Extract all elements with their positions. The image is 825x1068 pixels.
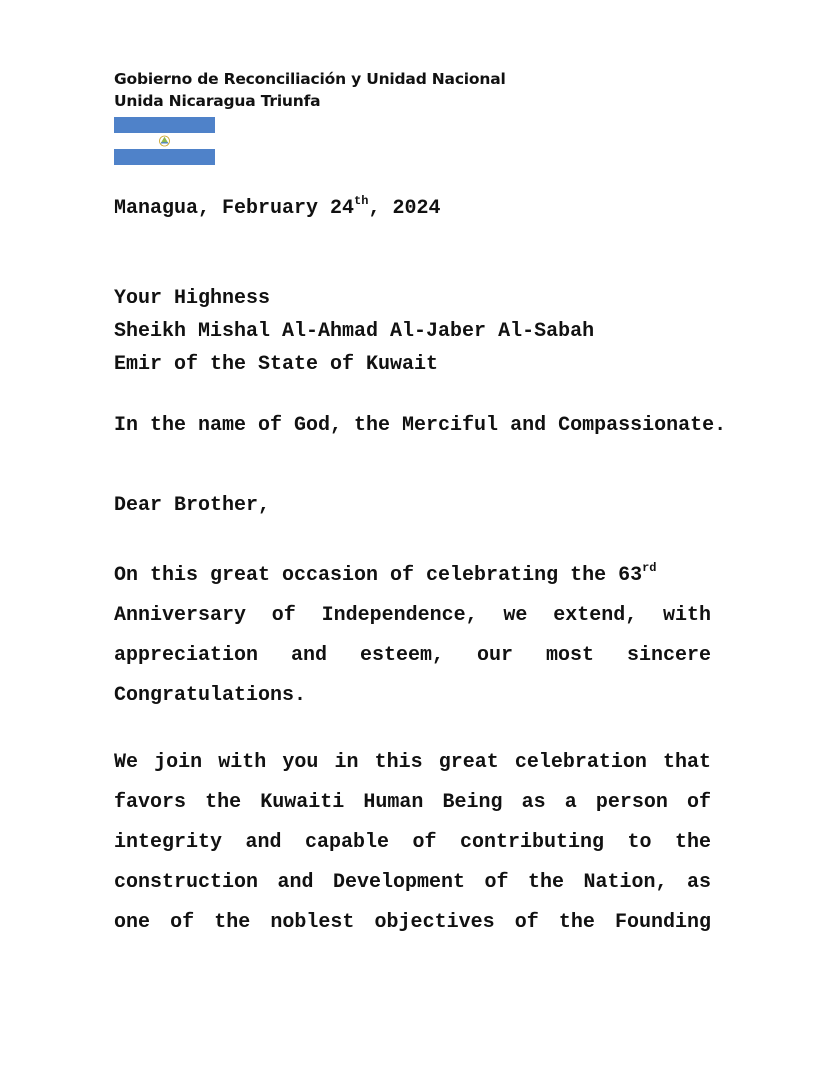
paragraph-line: appreciation and esteem, our most sincere <box>114 644 711 667</box>
letterhead-government-name: Gobierno de Reconciliación y Unidad Nacional <box>114 70 506 88</box>
date-ordinal-suffix: th <box>354 194 369 208</box>
paragraph-line: integrity and capable of contributing to the <box>114 831 711 854</box>
paragraph-congratulations <box>114 556 711 716</box>
paragraph-line: We join with you in this great celebration that <box>114 751 711 774</box>
letterhead-slogan: Unida Nicaragua Triunfa <box>114 92 321 110</box>
date-text: Managua, February 24 <box>114 197 355 220</box>
recipient-honorific: Your Highness <box>114 287 271 310</box>
paragraph-line: one of the noblest objectives of the Founding <box>114 911 711 934</box>
nicaragua-flag <box>114 117 215 165</box>
flag-bottom-stripe <box>114 149 215 165</box>
ordinal-suffix: rd <box>642 561 657 575</box>
paragraph-line: construction and Development of the Nation, as <box>114 871 711 894</box>
flag-graphic <box>114 117 215 165</box>
date-year: , 2024 <box>368 197 441 220</box>
salutation: Dear Brother, <box>114 494 271 517</box>
flag-top-stripe <box>114 117 215 133</box>
paragraph-line-text: On this great occasion of celebrating the 63 <box>114 564 643 587</box>
letterhead <box>114 68 506 112</box>
paragraph-line <box>114 556 711 596</box>
paragraph-line: Anniversary of Independence, we extend, with <box>114 604 711 627</box>
paragraph-celebration <box>114 743 711 943</box>
recipient-address <box>114 282 594 381</box>
paragraph-line: favors the Kuwaiti Human Being as a person of <box>114 791 711 814</box>
recipient-name: Sheikh Mishal Al-Ahmad Al-Jaber Al-Sabah <box>114 320 595 343</box>
recipient-title: Emir of the State of Kuwait <box>114 353 439 376</box>
letter-date <box>114 194 441 220</box>
invocation: In the name of God, the Merciful and Compassionate. <box>114 414 727 437</box>
paragraph-line: Congratulations. <box>114 684 307 707</box>
